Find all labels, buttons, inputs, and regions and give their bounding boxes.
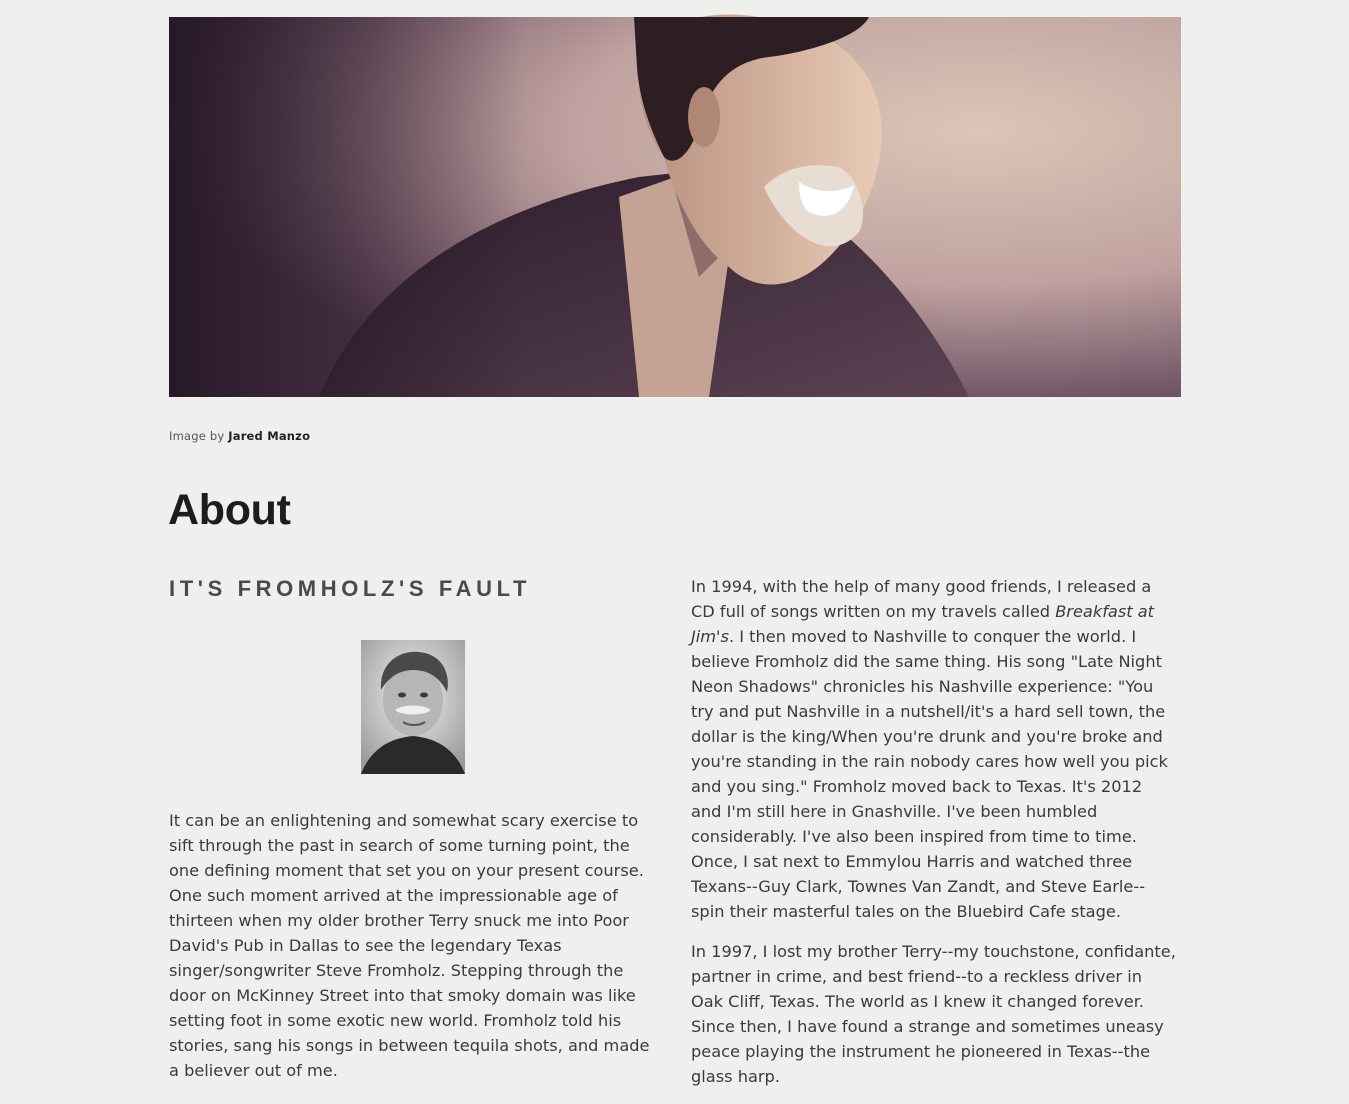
hero-photo: [169, 17, 1181, 397]
image-credit-prefix: Image by: [169, 429, 225, 443]
album-title: Breakfast at Jim's: [691, 602, 1155, 646]
image-credit: [169, 429, 310, 443]
story-paragraph: It can be an enlightening and somewhat scary exercise to sift through the past in search of some turning point, the one defining moment that set you on your present course. One such moment arrived at the impressionable age of thirteen when my older brother Terry snuck me into Poor David's Pub in Dallas to see the legendary Texas singer/songwriter Steve Fromholz. Stepping through the door on McKinney Street into that smoky domain was like setting foot in some exotic new world. Fromholz told his stories, sang his songs in between tequila shots, and made a believer out of me.: [169, 811, 650, 1080]
paragraph-text: In 1994, with the help of many good friends, I released a CD full of songs written on my travels called: [691, 577, 1152, 621]
left-column: [169, 808, 657, 1098]
hero-image: [169, 17, 1181, 397]
story-paragraph: [691, 574, 1177, 924]
right-column: [691, 574, 1177, 1104]
page-title: About: [168, 486, 291, 534]
portrait-photo: [361, 640, 465, 774]
paragraph-text: . I then moved to Nashville to conquer the world. I believe Fromholz did the same thing. His song "Late Night Neon Shadows" chronicles his Nashville experience: "You try and put Nashville in a nutshell/it's a hard sell town, the dollar is the king/When you're drunk and you're broke and you're standing in the rain nobody cares how well you pick and you sing." Fromholz moved back to Texas. It's 2012 and I'm still here in Gnashville. I've been humbled considerably. I've also been inspired from time to time. Once, I sat next to Emmylou Harris and watched three Texans--Guy Clark, Townes Van Zandt, and Steve Earle--spin their masterful tales on the Bluebird Cafe stage.: [691, 627, 1168, 921]
section-heading: IT'S FROMHOLZ'S FAULT: [169, 576, 532, 601]
fromholz-portrait: [361, 640, 465, 774]
story-paragraph: In 1997, I lost my brother Terry--my touchstone, confidante, partner in crime, and best friend--to a reckless driver in Oak Cliff, Texas. The world as I knew it changed forever. Since then, I have found a strange and sometimes uneasy peace playing the instrument he pioneered in Texas--the glass harp.: [691, 942, 1176, 1086]
image-credit-author[interactable]: Jared Manzo: [228, 429, 311, 443]
